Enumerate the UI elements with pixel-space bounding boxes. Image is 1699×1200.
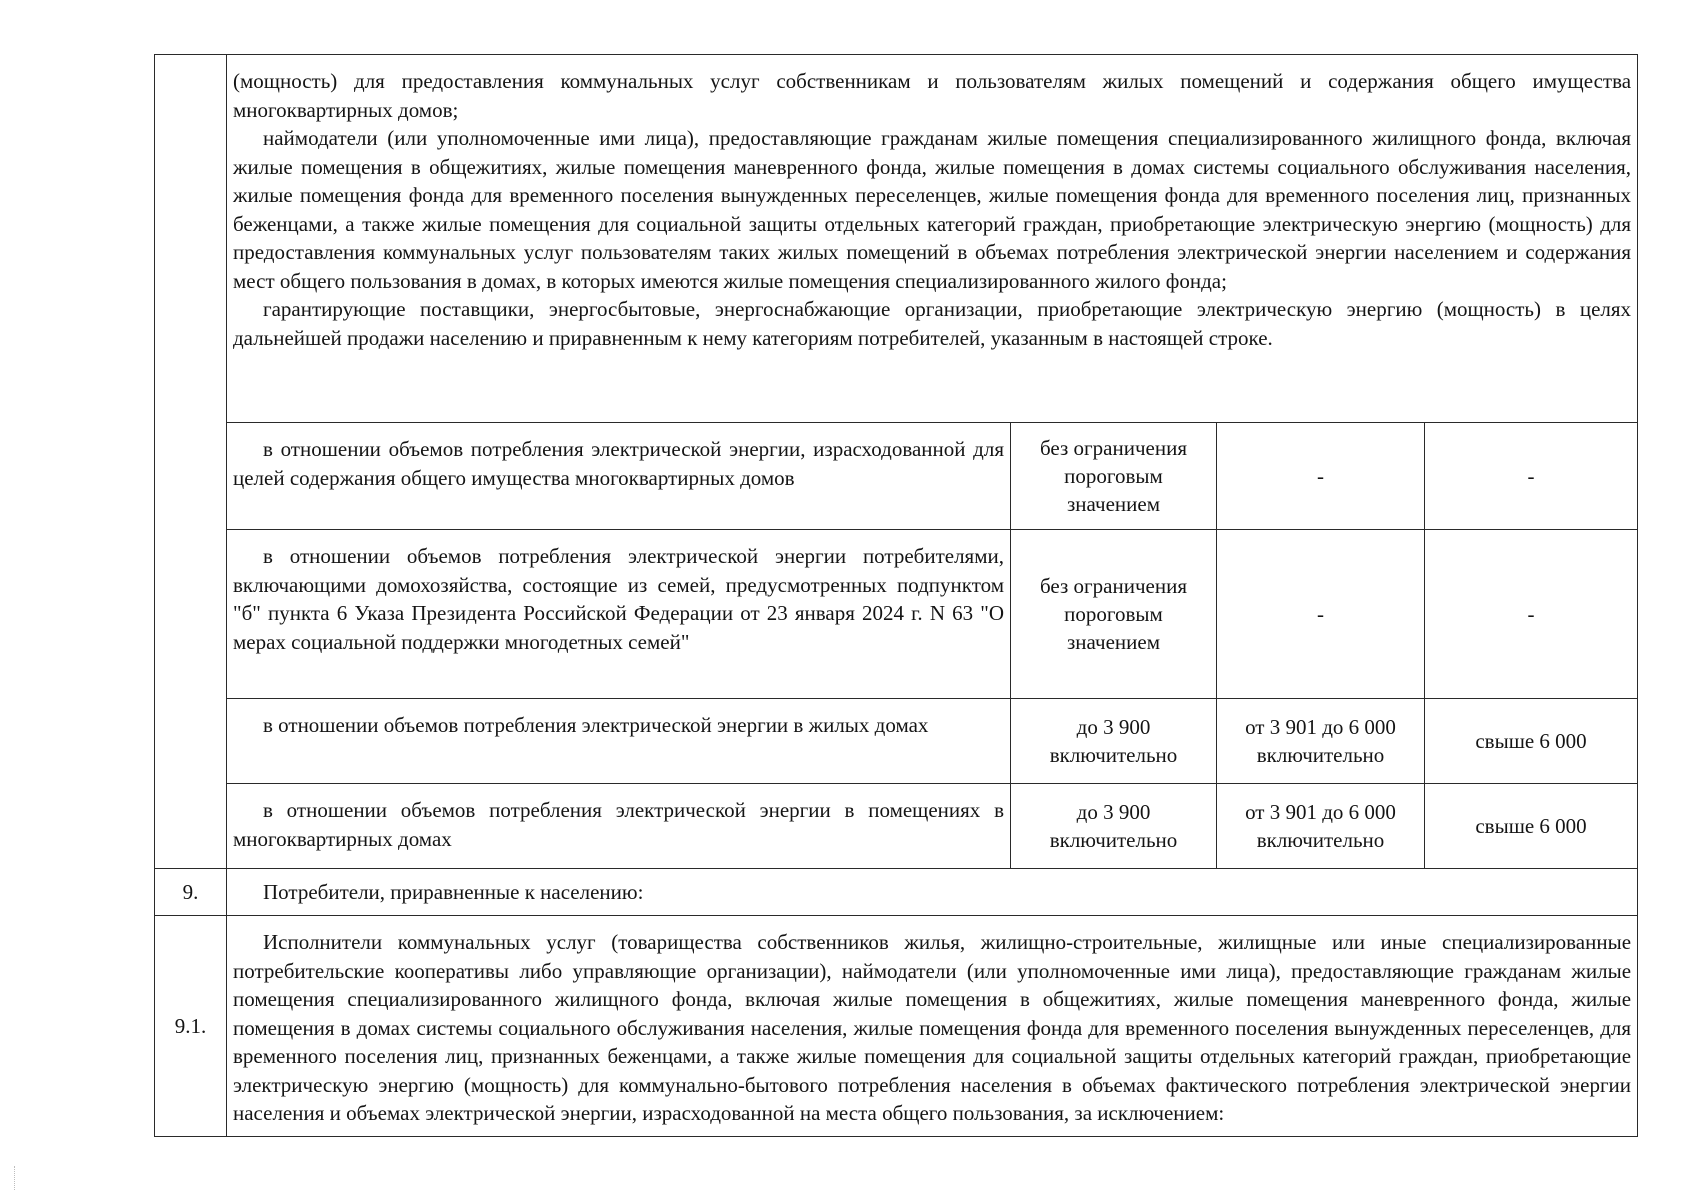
row-number-9-1: 9.1. <box>155 916 227 1137</box>
row-description-text: в отношении объемов потребления электрической энергии потребителями, включающими домохозяйства, состоящие из семей, предусмотренных подпунктом "б" пункта 6 Указа Президента Российской Федерации от 23 января 2024 г. N 63 "О мерах социальной поддержки многодетных семей" <box>233 544 1004 654</box>
row-number-cell-empty <box>155 55 227 869</box>
row-number-9: 9. <box>155 869 227 916</box>
tariff-table <box>154 54 1638 1137</box>
value-cell-c: свыше 6 000 <box>1425 699 1638 784</box>
row-9-1 <box>155 916 1638 1137</box>
table-row <box>155 784 1638 869</box>
value-cell-c: - <box>1425 423 1638 530</box>
value-cell-c: свыше 6 000 <box>1425 784 1638 869</box>
value-cell-c: - <box>1425 530 1638 699</box>
row-9-1-text-cell <box>227 916 1638 1137</box>
value-cell-b: - <box>1217 530 1425 699</box>
row-9-text-cell <box>227 869 1638 916</box>
value-cell-b: - <box>1217 423 1425 530</box>
row-description-text: в отношении объемов потребления электрической энергии в помещениях в многоквартирных домах <box>233 798 1004 851</box>
row-description <box>227 784 1011 869</box>
value-cell-b: от 3 901 до 6 000 включительно <box>1217 784 1425 869</box>
row-9-text: Потребители, приравненные к населению: <box>263 879 644 904</box>
scan-margin-mark <box>14 1166 16 1190</box>
intro-paragraph-2: наймодатели (или уполномоченные ими лица), предоставляющие гражданам жилые помещения специализированного жилищного фонда, включая жилые помещения в общежитиях, жилые помещения маневренного фонда, жилые помещения в домах системы социального обслуживания населения, жилые помещения фонда для временного поселения вынужденных переселенцев, жилые помещения фонда для временного поселения лиц, признанных беженцами, а также жилые помещения для социальной защиты отдельных категорий граждан, приобретающие электрическую энергию (мощность) для предоставления коммунальных услуг пользователям таких жилых помещений в объемах потребления электрической энергии населением и содержания мест общего пользования в домах, в которых имеются жилые помещения специализированного жилого фонда; <box>233 126 1632 293</box>
row-description-text: в отношении объемов потребления электрической энергии, израсходованной для целей содержания общего имущества многоквартирных домов <box>233 437 1004 490</box>
row-9-1-text: Исполнители коммунальных услуг (товарищества собственников жилья, жилищно-строительные, жилищные или иные специализированные потребительские кооперативы либо управляющие организации), наймодатели (или уполномоченные ими лица), предоставляющие гражданам жилые помещения специализированного жилищного фонда, включая жилые помещения в общежитиях, жилые помещения маневренного фонда, жилые помещения в домах системы социального обслуживания населения, жилые помещения фонда для временного поселения вынужденных переселенцев, для временного поселения лиц, признанных беженцами, а также жилые помещения для социальной защиты отдельных категорий граждан, приобретающие электрическую энергию (мощность) для коммунально-бытового потребления населения в объемах фактического потребления электрической энергии населения и объемах электрической энергии, израсходованной на места общего пользования, за исключением: <box>233 930 1632 1125</box>
row-description <box>227 530 1011 699</box>
table-row <box>155 699 1638 784</box>
row-description <box>227 423 1011 530</box>
value-cell-a: до 3 900 включительно <box>1011 784 1217 869</box>
intro-row <box>155 55 1638 423</box>
row-description-text: в отношении объемов потребления электрической энергии в жилых домах <box>263 713 929 737</box>
intro-paragraph-3: гарантирующие поставщики, энергосбытовые, энергоснабжающие организации, приобретающие электрическую энергию (мощность) в целях дальнейшей продажи населению и приравненным к нему категориям потребителей, указанным в настоящей строке. <box>233 297 1632 350</box>
value-cell-a: без ограничения пороговым значением <box>1011 423 1217 530</box>
value-cell-a: до 3 900 включительно <box>1011 699 1217 784</box>
intro-paragraph-1: (мощность) для предоставления коммунальных услуг собственникам и пользователям жилых помещений и содержания общего имущества многоквартирных домов; <box>233 69 1632 122</box>
row-9 <box>155 869 1638 916</box>
table-row <box>155 423 1638 530</box>
table-row <box>155 530 1638 699</box>
intro-cell <box>227 55 1638 423</box>
row-description <box>227 699 1011 784</box>
value-cell-a: без ограничения пороговым значением <box>1011 530 1217 699</box>
value-cell-b: от 3 901 до 6 000 включительно <box>1217 699 1425 784</box>
